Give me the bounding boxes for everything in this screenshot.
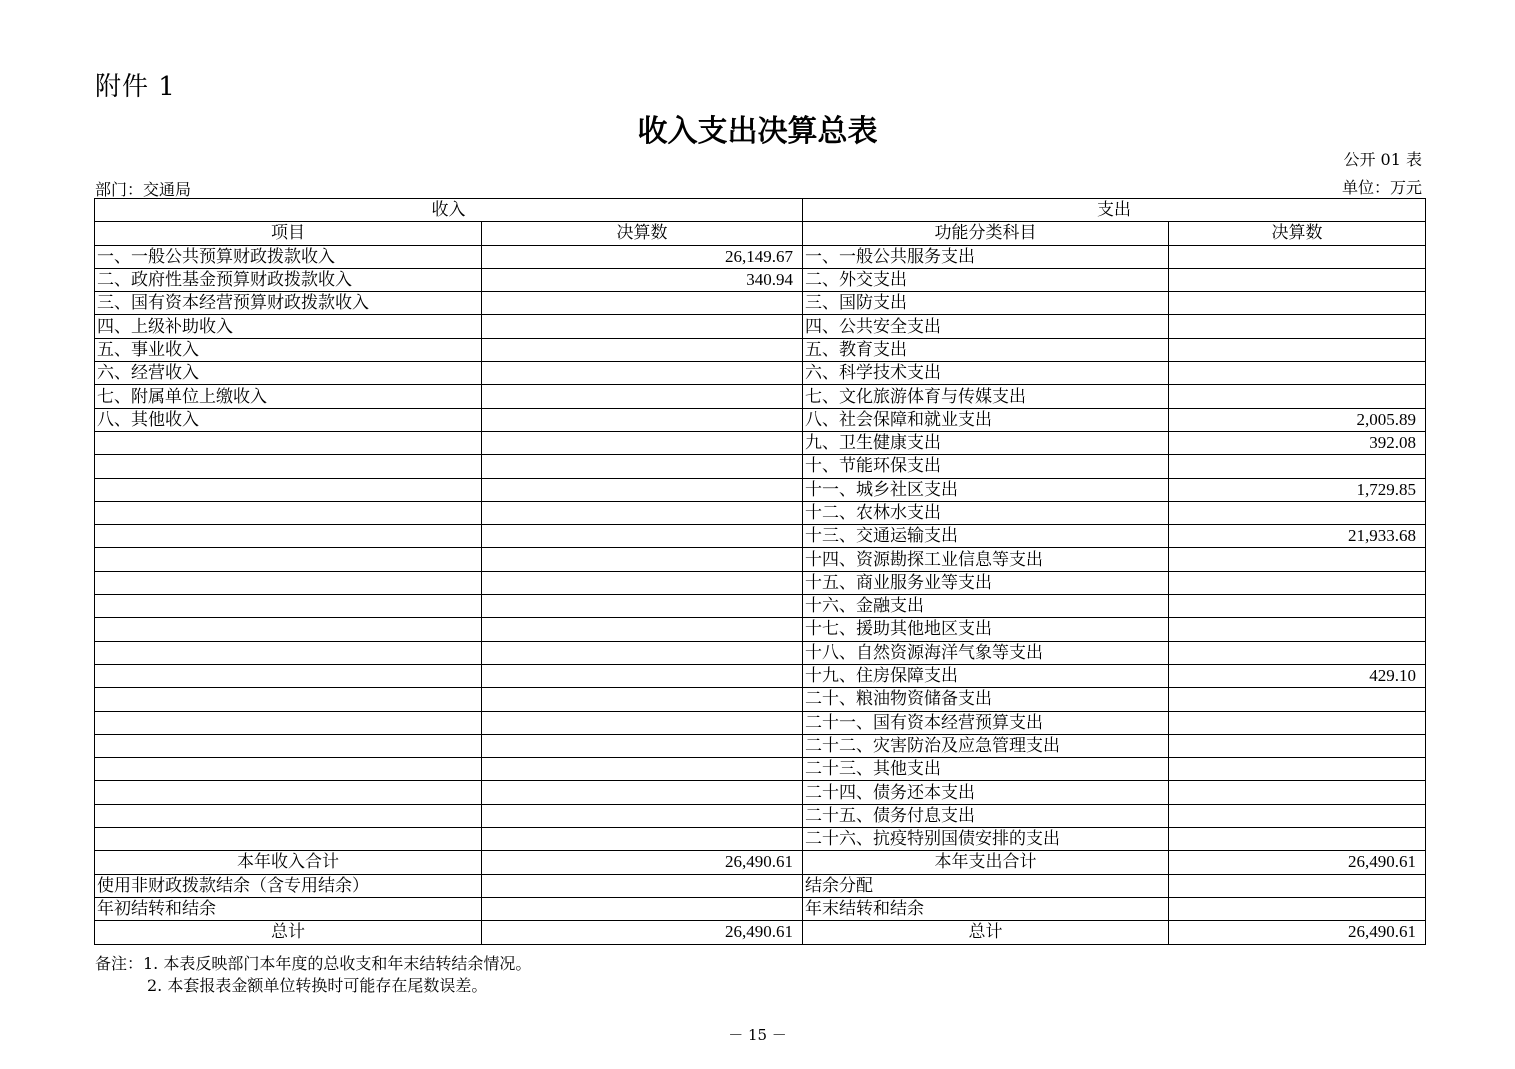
header-row-columns <box>95 222 1426 245</box>
income-amount-cell <box>482 455 803 478</box>
income-amount-cell <box>482 711 803 734</box>
income-amount-cell <box>482 828 803 851</box>
table-row <box>95 431 1426 454</box>
income-item-cell <box>95 641 482 664</box>
income-amount-cell <box>482 804 803 827</box>
total-row <box>95 921 1426 944</box>
table-row <box>95 525 1426 548</box>
income-item-cell <box>95 618 482 641</box>
expense-item-cell: 四、公共安全支出 <box>803 315 1169 338</box>
income-amount-cell <box>482 595 803 618</box>
page-number: － 15 － <box>728 1026 787 1044</box>
expense-item-cell: 七、文化旅游体育与传媒支出 <box>803 385 1169 408</box>
table-row <box>95 315 1426 338</box>
income-item-cell: 五、事业收入 <box>95 338 482 361</box>
table-row <box>95 455 1426 478</box>
expense-item-cell: 十八、自然资源海洋气象等支出 <box>803 641 1169 664</box>
expense-item-cell: 八、社会保障和就业支出 <box>803 408 1169 431</box>
table-row <box>95 781 1426 804</box>
income-item-cell: 使用非财政拨款结余（含专用结余） <box>95 874 482 897</box>
income-item-cell: 七、附属单位上缴收入 <box>95 385 482 408</box>
income-amount-cell: 26,149.67 <box>482 245 803 268</box>
income-item-cell: 年初结转和结余 <box>95 897 482 920</box>
expense-item-cell: 三、国防支出 <box>803 292 1169 315</box>
note-1: 备注：1. 本表反映部门本年度的总收支和年末结转结余情况。 <box>95 954 532 973</box>
income-amount-cell <box>482 688 803 711</box>
table-row <box>95 268 1426 291</box>
income-item-cell <box>95 804 482 827</box>
table-row <box>95 641 1426 664</box>
table-row <box>95 478 1426 501</box>
expense-item-cell: 十一、城乡社区支出 <box>803 478 1169 501</box>
income-item-cell: 四、上级补助收入 <box>95 315 482 338</box>
header-row-group <box>95 199 1426 222</box>
expense-amount-cell <box>1169 595 1426 618</box>
expense-amount-cell <box>1169 781 1426 804</box>
income-item-cell <box>95 688 482 711</box>
income-item-cell <box>95 758 482 781</box>
expense-amount-cell <box>1169 245 1426 268</box>
income-item-cell: 三、国有资本经营预算财政拨款收入 <box>95 292 482 315</box>
table-row <box>95 338 1426 361</box>
expense-amount-cell: 1,729.85 <box>1169 478 1426 501</box>
expense-amount-cell <box>1169 292 1426 315</box>
expense-item-cell: 二十五、债务付息支出 <box>803 804 1169 827</box>
income-item-cell <box>95 595 482 618</box>
expense-item-cell: 十九、住房保障支出 <box>803 664 1169 687</box>
income-item-cell <box>95 431 482 454</box>
expense-amount-cell <box>1169 385 1426 408</box>
income-amount-cell <box>482 525 803 548</box>
income-item-cell: 总计 <box>95 921 482 944</box>
table-row <box>95 897 1426 920</box>
expense-amount-cell <box>1169 688 1426 711</box>
expense-header: 支出 <box>803 199 1426 222</box>
expense-amount-cell: 392.08 <box>1169 431 1426 454</box>
expense-amount-cell <box>1169 571 1426 594</box>
expense-amount-cell: 429.10 <box>1169 664 1426 687</box>
expense-item-cell: 十七、援助其他地区支出 <box>803 618 1169 641</box>
income-amount-header: 决算数 <box>482 222 803 245</box>
expense-item-cell: 总计 <box>803 921 1169 944</box>
expense-item-cell: 二十四、债务还本支出 <box>803 781 1169 804</box>
income-item-cell <box>95 525 482 548</box>
income-amount-cell <box>482 408 803 431</box>
income-item-cell: 一、一般公共预算财政拨款收入 <box>95 245 482 268</box>
budget-summary-table <box>94 198 1426 945</box>
table-row <box>95 758 1426 781</box>
income-amount-cell <box>482 362 803 385</box>
table-row <box>95 664 1426 687</box>
income-amount-cell <box>482 781 803 804</box>
expense-item-cell: 十、节能环保支出 <box>803 455 1169 478</box>
income-amount-cell <box>482 338 803 361</box>
income-item-cell <box>95 828 482 851</box>
expense-item-cell: 十六、金融支出 <box>803 595 1169 618</box>
expense-amount-cell <box>1169 548 1426 571</box>
table-row <box>95 711 1426 734</box>
income-item-cell <box>95 734 482 757</box>
expense-item-cell: 二十、粮油物资储备支出 <box>803 688 1169 711</box>
income-item-cell: 六、经营收入 <box>95 362 482 385</box>
table-number: 公开 01 表 <box>1343 150 1422 169</box>
expense-amount-cell <box>1169 268 1426 291</box>
attachment-label: 附件 1 <box>95 72 176 102</box>
income-item-cell <box>95 478 482 501</box>
table-row <box>95 245 1426 268</box>
income-amount-cell: 340.94 <box>482 268 803 291</box>
table-row <box>95 734 1426 757</box>
department-label: 部门：交通局 <box>95 180 192 199</box>
table-row <box>95 804 1426 827</box>
expense-item-cell: 结余分配 <box>803 874 1169 897</box>
income-item-cell <box>95 781 482 804</box>
income-amount-cell <box>482 478 803 501</box>
expense-item-cell: 二、外交支出 <box>803 268 1169 291</box>
expense-amount-cell <box>1169 758 1426 781</box>
expense-amount-cell <box>1169 618 1426 641</box>
expense-amount-cell <box>1169 315 1426 338</box>
expense-item-cell: 本年支出合计 <box>803 851 1169 874</box>
income-item-header: 项目 <box>95 222 482 245</box>
expense-item-cell: 九、卫生健康支出 <box>803 431 1169 454</box>
expense-amount-cell <box>1169 734 1426 757</box>
table-row <box>95 571 1426 594</box>
table-row <box>95 385 1426 408</box>
income-amount-cell <box>482 664 803 687</box>
expense-item-cell: 年末结转和结余 <box>803 897 1169 920</box>
unit-label: 单位：万元 <box>1341 178 1422 197</box>
expense-amount-cell <box>1169 828 1426 851</box>
expense-item-header: 功能分类科目 <box>803 222 1169 245</box>
income-amount-cell <box>482 758 803 781</box>
table-row <box>95 548 1426 571</box>
table-row <box>95 292 1426 315</box>
page-title: 收入支出决算总表 <box>637 114 878 149</box>
income-item-cell: 二、政府性基金预算财政拨款收入 <box>95 268 482 291</box>
expense-item-cell: 十二、农林水支出 <box>803 501 1169 524</box>
income-amount-cell <box>482 315 803 338</box>
income-amount-cell <box>482 292 803 315</box>
income-amount-cell: 26,490.61 <box>482 851 803 874</box>
expense-item-cell: 六、科学技术支出 <box>803 362 1169 385</box>
income-item-cell <box>95 501 482 524</box>
income-amount-cell <box>482 501 803 524</box>
expense-item-cell: 十三、交通运输支出 <box>803 525 1169 548</box>
income-amount-cell <box>482 571 803 594</box>
table-row <box>95 501 1426 524</box>
income-amount-cell <box>482 641 803 664</box>
subtotal-row <box>95 851 1426 874</box>
expense-item-cell: 二十三、其他支出 <box>803 758 1169 781</box>
expense-amount-cell: 2,005.89 <box>1169 408 1426 431</box>
expense-amount-cell <box>1169 338 1426 361</box>
table-row <box>95 618 1426 641</box>
expense-item-cell: 五、教育支出 <box>803 338 1169 361</box>
income-item-cell <box>95 548 482 571</box>
expense-item-cell: 十四、资源勘探工业信息等支出 <box>803 548 1169 571</box>
income-item-cell <box>95 455 482 478</box>
income-item-cell: 本年收入合计 <box>95 851 482 874</box>
income-item-cell <box>95 571 482 594</box>
table-row <box>95 408 1426 431</box>
expense-amount-cell <box>1169 711 1426 734</box>
note-2: 2. 本套报表金额单位转换时可能存在尾数误差。 <box>147 976 488 995</box>
expense-amount-cell <box>1169 804 1426 827</box>
expense-item-cell: 十五、商业服务业等支出 <box>803 571 1169 594</box>
income-amount-cell <box>482 734 803 757</box>
expense-item-cell: 二十六、抗疫特别国债安排的支出 <box>803 828 1169 851</box>
income-item-cell <box>95 711 482 734</box>
income-item-cell: 八、其他收入 <box>95 408 482 431</box>
expense-item-cell: 一、一般公共服务支出 <box>803 245 1169 268</box>
income-header: 收入 <box>95 199 803 222</box>
table-row <box>95 595 1426 618</box>
table-row <box>95 828 1426 851</box>
table-row <box>95 874 1426 897</box>
expense-amount-cell <box>1169 897 1426 920</box>
expense-amount-header: 决算数 <box>1169 222 1426 245</box>
expense-amount-cell <box>1169 362 1426 385</box>
expense-amount-cell <box>1169 641 1426 664</box>
expense-amount-cell <box>1169 455 1426 478</box>
income-amount-cell <box>482 548 803 571</box>
expense-amount-cell: 21,933.68 <box>1169 525 1426 548</box>
expense-amount-cell <box>1169 874 1426 897</box>
income-amount-cell <box>482 431 803 454</box>
income-amount-cell <box>482 874 803 897</box>
income-amount-cell <box>482 897 803 920</box>
expense-amount-cell: 26,490.61 <box>1169 851 1426 874</box>
notes <box>95 953 531 997</box>
expense-amount-cell <box>1169 501 1426 524</box>
expense-amount-cell: 26,490.61 <box>1169 921 1426 944</box>
expense-item-cell: 二十二、灾害防治及应急管理支出 <box>803 734 1169 757</box>
income-item-cell <box>95 664 482 687</box>
income-amount-cell: 26,490.61 <box>482 921 803 944</box>
table-row <box>95 362 1426 385</box>
table-row <box>95 688 1426 711</box>
income-amount-cell <box>482 618 803 641</box>
expense-item-cell: 二十一、国有资本经营预算支出 <box>803 711 1169 734</box>
income-amount-cell <box>482 385 803 408</box>
